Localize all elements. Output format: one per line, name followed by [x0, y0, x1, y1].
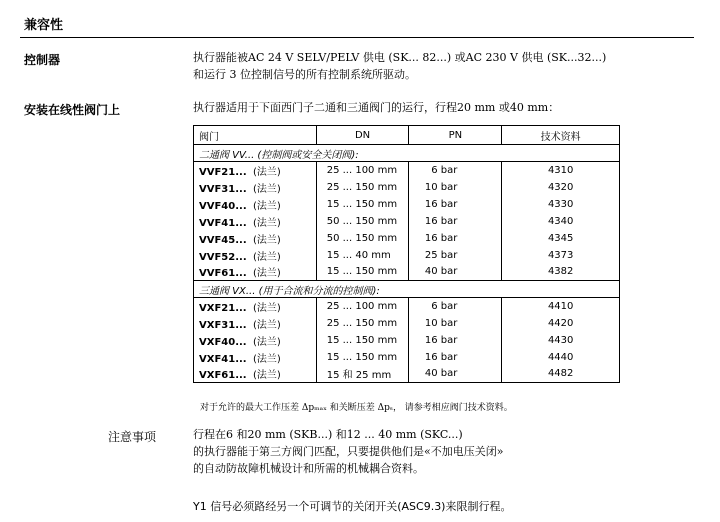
- table-group-title: 二通阀 VV... (控制阀或安全关闭阀):: [194, 145, 620, 162]
- valve-cell: [194, 315, 317, 332]
- valve-code: VVF31...: [199, 183, 247, 195]
- table-group-title: 三通阀 VX... (用于合流和分流的控制阀):: [194, 281, 620, 298]
- tech-cell: 4330: [502, 196, 620, 213]
- dn-cell: 50 ... 150 mm: [316, 213, 409, 230]
- pn-cell: 6 bar: [409, 162, 502, 179]
- table-row: [194, 332, 620, 349]
- controller-text: [193, 49, 606, 83]
- pn-cell: 16 bar: [409, 196, 502, 213]
- table-group-row: [194, 145, 620, 162]
- valve-code: VXF31...: [199, 319, 247, 331]
- valve-cell: [194, 264, 317, 281]
- valve-cell: [194, 298, 317, 315]
- valve-type: (法兰): [252, 217, 281, 229]
- y1-note: Y1 信号必须路经另一个可调节的关闭开关(ASC9.3)来限制行程。: [193, 500, 512, 513]
- page-title: 兼容性: [24, 18, 64, 33]
- dn-cell: 25 ... 150 mm: [316, 179, 409, 196]
- controller-label: 控制器: [24, 53, 61, 67]
- tech-cell: 4440: [502, 349, 620, 366]
- notes-line: 的自动防故障机械设计和所需的机械耦合资料。: [193, 462, 424, 475]
- pn-cell: 25 bar: [409, 247, 502, 264]
- notes-line: 行程在6 和20 mm (SKB...) 和12 ... 40 mm (SKC...): [193, 428, 463, 441]
- pn-cell: 10 bar: [409, 315, 502, 332]
- valve-type: (法兰): [252, 370, 281, 382]
- pn-cell: 40 bar: [409, 264, 502, 281]
- valve-cell: [194, 179, 317, 196]
- pn-cell: 16 bar: [409, 332, 502, 349]
- pn-cell: 16 bar: [409, 230, 502, 247]
- valve-type: (法兰): [252, 353, 281, 365]
- table-row: [194, 162, 620, 179]
- valve-type: (法兰): [252, 319, 281, 331]
- dn-cell: 15 ... 150 mm: [316, 332, 409, 349]
- tech-cell: 4345: [502, 230, 620, 247]
- table-row: [194, 349, 620, 366]
- valve-cell: [194, 196, 317, 213]
- table-row: [194, 366, 620, 383]
- col-header-tech: 技术资料: [502, 126, 620, 145]
- table-row: [194, 298, 620, 315]
- col-header-pn: PN: [409, 126, 502, 145]
- col-header-dn: DN: [316, 126, 409, 145]
- valve-type: (法兰): [252, 183, 281, 195]
- valve-code: VXF61...: [199, 370, 247, 382]
- valve-cell: [194, 366, 317, 383]
- tech-cell: 4420: [502, 315, 620, 332]
- valve-code: VVF52...: [199, 251, 247, 263]
- table-row: [194, 247, 620, 264]
- valve-code: VVF21...: [199, 166, 247, 178]
- table-header-row: [194, 126, 620, 145]
- dn-cell: 25 ... 150 mm: [316, 315, 409, 332]
- valve-code: VVF41...: [199, 217, 247, 229]
- valve-type: (法兰): [252, 251, 281, 263]
- table-row: [194, 315, 620, 332]
- valve-code: VXF21...: [199, 302, 247, 314]
- valve-cell: [194, 213, 317, 230]
- valve-table: [193, 125, 620, 383]
- valve-type: (法兰): [252, 234, 281, 246]
- dn-cell: 15 和 25 mm: [316, 366, 409, 383]
- valve-code: VXF41...: [199, 353, 247, 365]
- valve-cell: [194, 230, 317, 247]
- table-row: [194, 230, 620, 247]
- dn-cell: 15 ... 150 mm: [316, 264, 409, 281]
- dn-cell: 15 ... 150 mm: [316, 196, 409, 213]
- valve-type: (法兰): [252, 336, 281, 348]
- controller-line: 执行器能被AC 24 V SELV/PELV 供电 (SK... 82...) 或AC 230 V 供电 (SK...32...): [193, 51, 607, 64]
- valve-cell: [194, 162, 317, 179]
- table-group-row: [194, 281, 620, 298]
- notes-line: 的执行器能于第三方阀门匹配，只要提供他们是«不加电压关闭»: [193, 445, 504, 458]
- notes-label: 注意事项: [108, 430, 157, 444]
- pn-cell: 10 bar: [409, 179, 502, 196]
- valve-type: (法兰): [252, 166, 281, 178]
- valve-table-body: [194, 145, 620, 383]
- tech-cell: 4320: [502, 179, 620, 196]
- col-header-valve: 阀门: [194, 126, 317, 145]
- table-row: [194, 213, 620, 230]
- controller-line: 和运行 3 位控制信号的所有控制系统所驱动。: [193, 68, 416, 81]
- table-row: [194, 264, 620, 281]
- footnote: 对于允许的最大工作压差 Δpₘₐₓ 和关断压差 Δpₛ， 请参考相应阀门技术资料。: [200, 403, 513, 413]
- valve-code: VXF40...: [199, 336, 247, 348]
- valve-type: (法兰): [252, 302, 281, 314]
- valve-code: VVF40...: [199, 200, 247, 212]
- valve-code: VVF45...: [199, 234, 247, 246]
- valve-cell: [194, 247, 317, 264]
- tech-cell: 4310: [502, 162, 620, 179]
- valve-cell: [194, 332, 317, 349]
- tech-cell: 4482: [502, 366, 620, 383]
- valve-type: (法兰): [252, 268, 281, 280]
- mounting-intro: 执行器适用于下面西门子二通和三通阀门的运行，行程20 mm 或40 mm：: [193, 101, 560, 114]
- table-row: [194, 179, 620, 196]
- table-row: [194, 196, 620, 213]
- tech-cell: 4382: [502, 264, 620, 281]
- tech-cell: 4373: [502, 247, 620, 264]
- valve-code: VVF61...: [199, 268, 247, 280]
- pn-cell: 16 bar: [409, 349, 502, 366]
- pn-cell: 6 bar: [409, 298, 502, 315]
- mounting-label: 安装在线性阀门上: [24, 103, 121, 117]
- valve-cell: [194, 349, 317, 366]
- tech-cell: 4430: [502, 332, 620, 349]
- dn-cell: 25 ... 100 mm: [316, 162, 409, 179]
- tech-cell: 4410: [502, 298, 620, 315]
- dn-cell: 15 ... 150 mm: [316, 349, 409, 366]
- valve-type: (法兰): [252, 200, 281, 212]
- notes-text: [193, 426, 503, 477]
- dn-cell: 15 ... 40 mm: [316, 247, 409, 264]
- title-divider: [20, 37, 694, 38]
- pn-cell: 16 bar: [409, 213, 502, 230]
- dn-cell: 25 ... 100 mm: [316, 298, 409, 315]
- pn-cell: 40 bar: [409, 366, 502, 383]
- tech-cell: 4340: [502, 213, 620, 230]
- dn-cell: 50 ... 150 mm: [316, 230, 409, 247]
